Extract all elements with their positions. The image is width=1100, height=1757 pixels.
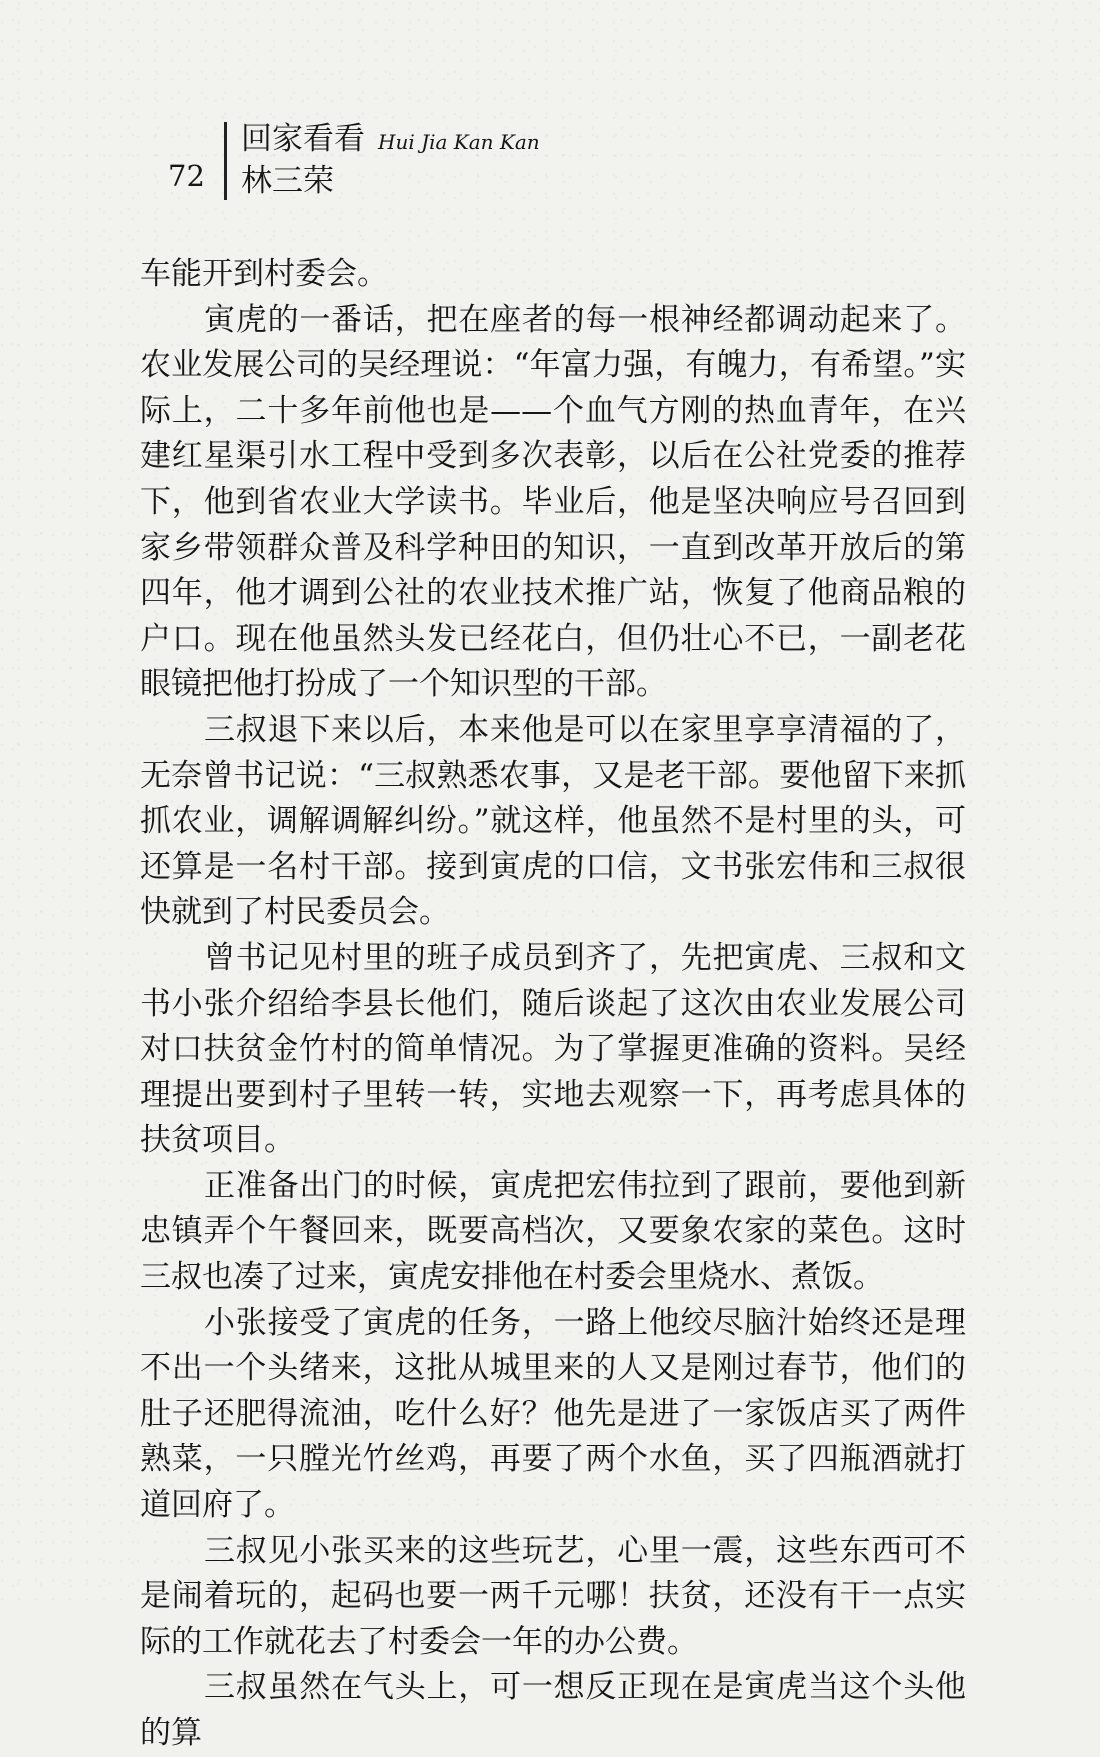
page-number: 72: [168, 159, 205, 193]
author-name: 林三荣: [241, 163, 334, 199]
header-divider: [224, 122, 227, 200]
paragraph-1: 车能开到村委会。: [140, 256, 388, 292]
page-header: [160, 122, 580, 204]
book-title: 回家看看: [241, 121, 365, 157]
paragraph-8: 三叔虽然在气头上，可一想反正现在是寅虎当这个头他的算: [140, 1669, 966, 1751]
article-body: [140, 252, 966, 1757]
paragraph-2: 寅虎的一番话，把在座者的每一根神经都调动起来了。农业发展公司的吴经理说：“年富力强，有魄力，有希望。”实际上，二十多年前他也是——个血气方刚的热血青年，在兴建红星渠引水工程中受到多次表彰，以后在公社党委的推荐下，他到省农业大学读书。毕业后，他是坚决响应号召回到家乡带领群众普及科学种田的知识，一直到改革开放后的第四年，他才调到公社的农业技术推广站，恢复了他商品粮的户口。现在他虽然头发已经花白，但仍壮心不已，一副老花眼镜把他打扮成了一个知识型的干部。: [140, 301, 966, 703]
paragraph-5: 正准备出门的时候，寅虎把宏伟拉到了跟前，要他到新忠镇弄个午餐回来，既要高档次，又要象农家的菜色。这时三叔也凑了过来，寅虎安排他在村委会里烧水、煮饭。: [140, 1167, 966, 1296]
paragraph-7: 三叔见小张买来的这些玩艺，心里一震，这些东西可不是闹着玩的，起码也要一两千元哪！扶贫，还没有干一点实际的工作就花去了村委会一年的办公费。: [140, 1532, 966, 1660]
paragraph-3: 三叔退下来以后，本来他是可以在家里享享清福的了，无奈曾书记说：“三叔熟悉农事，又是老干部。要他留下来抓抓农业，调解调解纠纷。”就这样，他虽然不是村里的头，可还算是一名村干部。接到寅虎的口信，文书张宏伟和三叔很快就到了村民委员会。: [140, 711, 966, 931]
book-title-pinyin: Hui Jia Kan Kan: [378, 130, 540, 154]
paragraph-4: 曾书记见村里的班子成员到齐了，先把寅虎、三叔和文书小张介绍给李县长他们，随后谈起了这次由农业发展公司对口扶贫金竹村的简单情况。为了掌握更准确的资料。吴经理提出要到村子里转一转，实地去观察一下，再考虑具体的扶贫项目。: [140, 939, 966, 1159]
paragraph-6: 小张接受了寅虎的任务，一路上他绞尽脑汁始终还是理不出一个头绪来，这批从城里来的人又是刚过春节，他们的肚子还肥得流油，吃什么好？他先是进了一家饭店买了两件熟菜，一只膛光竹丝鸡，再要了两个水鱼，买了四瓶酒就打道回府了。: [140, 1304, 966, 1524]
